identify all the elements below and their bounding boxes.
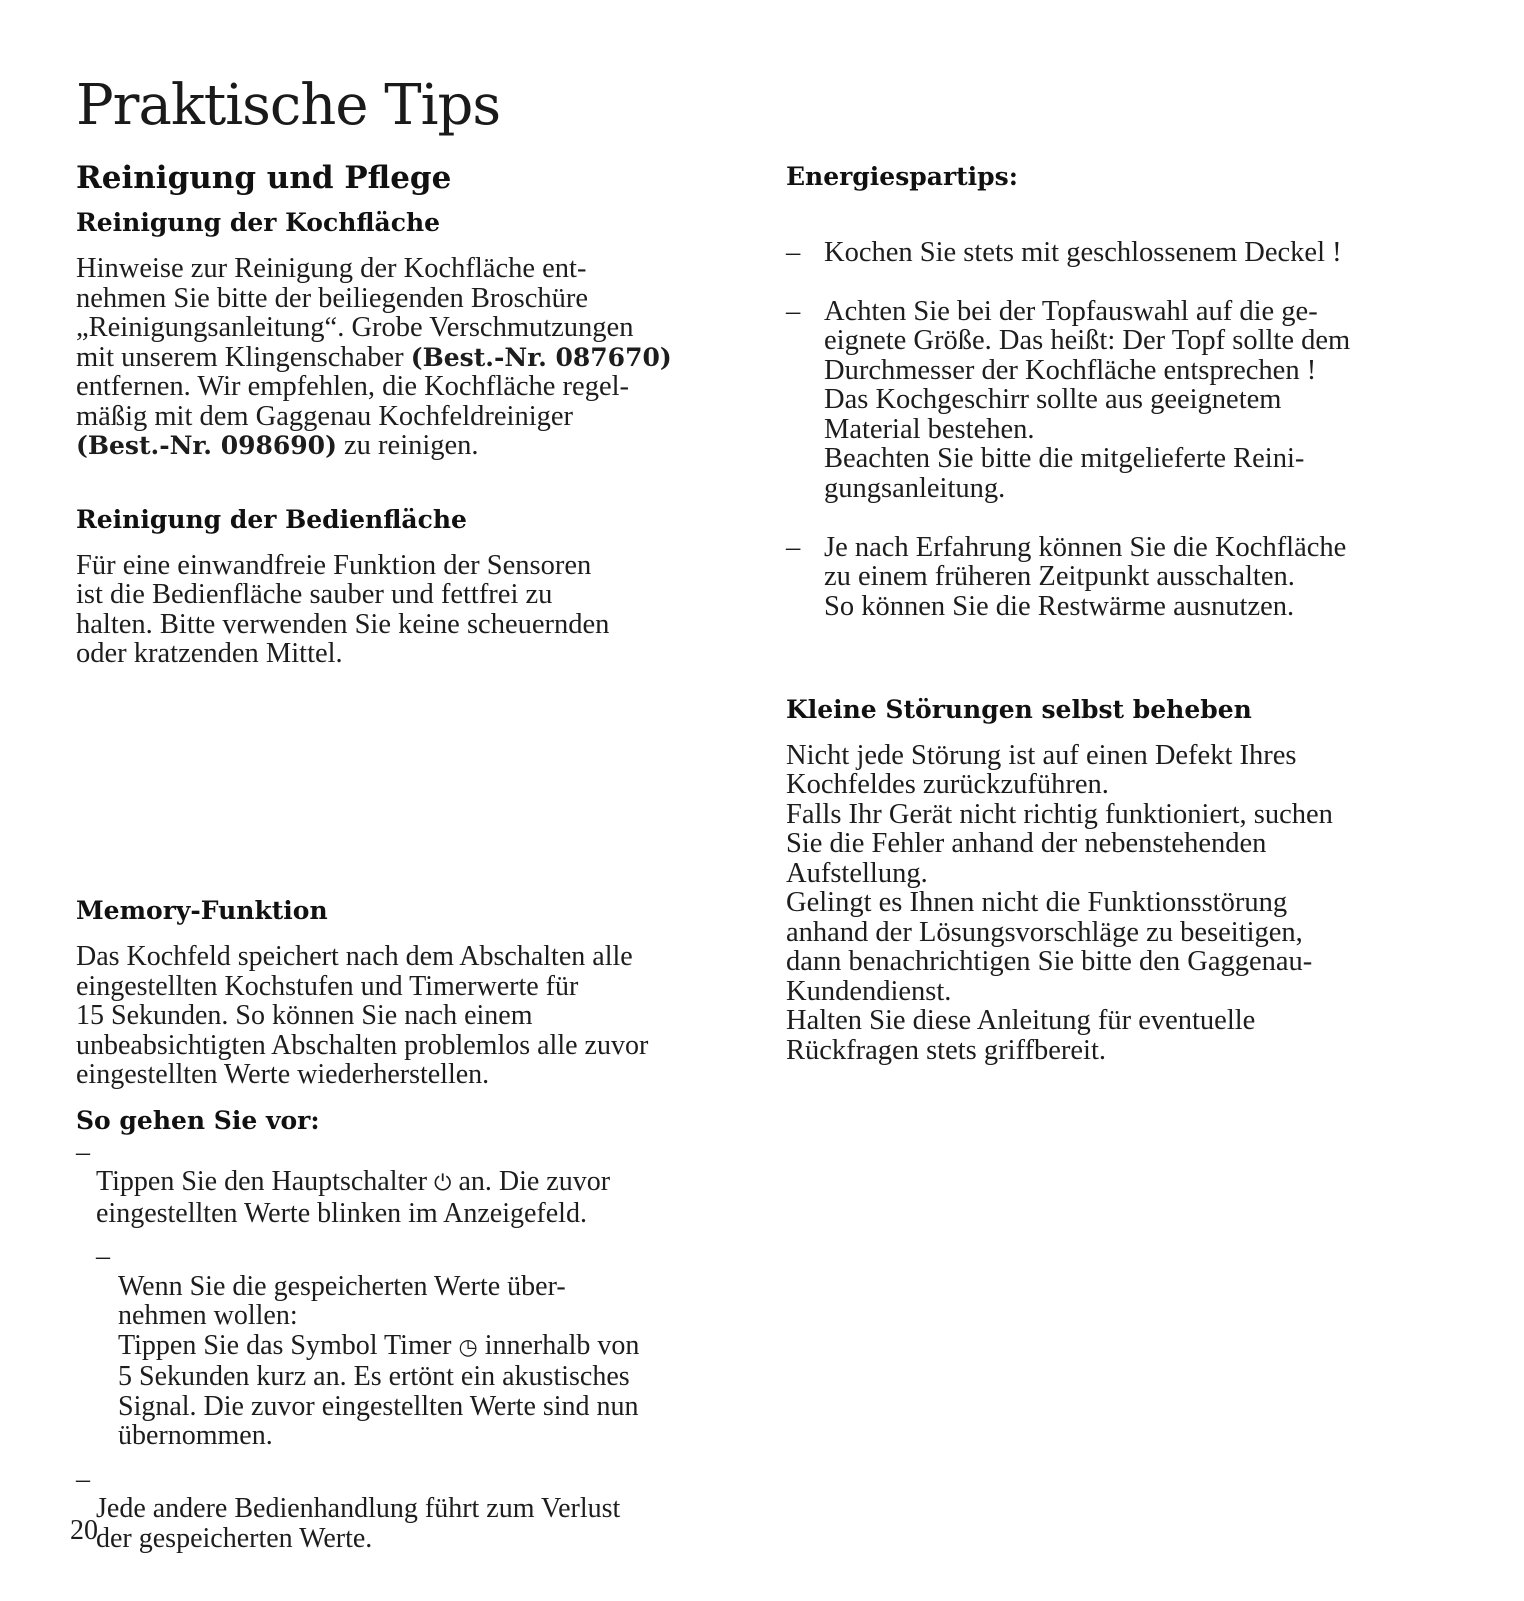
heading-energy-tips: Energiespartips: [786,162,1018,191]
page-title: Praktische Tips [76,73,501,138]
heading-memory-function: Memory-Funktion [76,896,328,925]
list-item: – Kochen Sie stets mit geschlossenem Deckel ! [786,238,1486,268]
heading-small-faults: Kleine Störungen selbst beheben [786,694,1252,724]
substep-text-a: Wenn Sie die gespeicherten Werte über- nehmen wollen: Tippen Sie das Symbol Timer [118,1270,566,1361]
substep-text-b: innerhalb von 5 Sekunden kurz an. Es ertönt ein akustisches Signal. Die zuvor eingestellten Werte sind nun übernommen. [118,1329,640,1451]
section-title-cleaning: Reinigung und Pflege [76,160,452,196]
page-number: 20 [70,1515,98,1546]
step-1 [76,1138,766,1229]
cooktop-cleaning-text [76,254,766,461]
timer-icon: ◷ [458,1334,478,1360]
heading-cooktop-cleaning: Reinigung der Kochfläche [76,208,441,237]
dash-mark: – [76,1136,90,1168]
memory-section [76,894,766,1553]
heading-control-panel-cleaning: Reinigung der Bedienfläche [76,504,467,534]
energy-tips-list [786,208,1486,651]
power-icon: ⏻ [434,1171,452,1196]
memory-text: Das Kochfeld speichert nach dem Abschalten alle eingestellten Kochstufen und Timerwerte für 15 Sekunden. So können Sie nach einem unbeabsichtigten Abschalten problemlos alle zuvor eingestellten Werte wiederherstellen. [76,941,649,1090]
cooktop-text-3: zu reinigen. [336,430,479,461]
order-number-scraper: (Best.-Nr. 087670) [410,342,672,372]
heading-steps: So gehen Sie vor: [76,1105,320,1135]
cooktop-text-2: entfernen. Wir empfehlen, die Kochfläche regel- mäßig mit dem Gaggenau Kochfeldreiniger [76,371,630,432]
dash-mark: – [76,1463,90,1495]
dash-mark: – [96,1241,110,1272]
right-column [786,158,1486,1065]
step-2-text: Jede andere Bedienhandlung führt zum Verlust der gespeicherten Werte. [96,1493,621,1554]
list-item: – Achten Sie bei der Topfauswahl auf die ge- eignete Größe. Das heißt: Der Topf sollte dem Durchmesser der Kochfläche entsprechen ! Das Kochgeschirr sollte aus geeignetem Material bestehen. Beachten Sie bitte die mitgelieferte Reini- gungsanleitung. [786,297,1486,504]
cooktop-text-1: Hinweise zur Reinigung der Kochfläche ent- nehmen Sie bitte der beiliegenden Broschüre „Reinigungsanleitung“. Grobe Verschmutzungen mit unserem Klingenschaber [76,253,634,373]
order-number-cleaner: (Best.-Nr. 098690) [76,431,337,460]
left-column [76,158,766,669]
step-2 [76,1465,766,1554]
step-1-substep [76,1242,766,1451]
small-faults-text: Nicht jede Störung ist auf einen Defekt Ihres Kochfeldes zurückzuführen. Falls Ihr Gerät nicht richtig funktioniert, suchen Sie die Fehler anhand der nebenstehenden Aufstellung. Gelingt es Ihnen nicht die Funktionsstörung anhand der Lösungsvorschläge zu beseitigen, dann benachrichtigen Sie bitte den Gaggenau- Kundendienst. Halten Sie diese Anleitung für eventuelle Rückfragen stets griffbereit. [786,739,1333,1066]
step-1-text-b: an. Die zuvor eingestellten Werte blinken im Anzeigefeld. [96,1166,611,1229]
control-panel-cleaning-text: Für eine einwandfreie Funktion der Sensoren ist die Bedienfläche sauber und fettfrei zu halten. Bitte verwenden Sie keine scheuernden oder kratzenden Mittel. [76,549,610,669]
step-1-text-a: Tippen Sie den Hauptschalter [96,1166,435,1197]
list-item: – Je nach Erfahrung können Sie die Kochfläche zu einem früheren Zeitpunkt ausschalten. So können Sie die Restwärme ausnutzen. [786,533,1486,622]
